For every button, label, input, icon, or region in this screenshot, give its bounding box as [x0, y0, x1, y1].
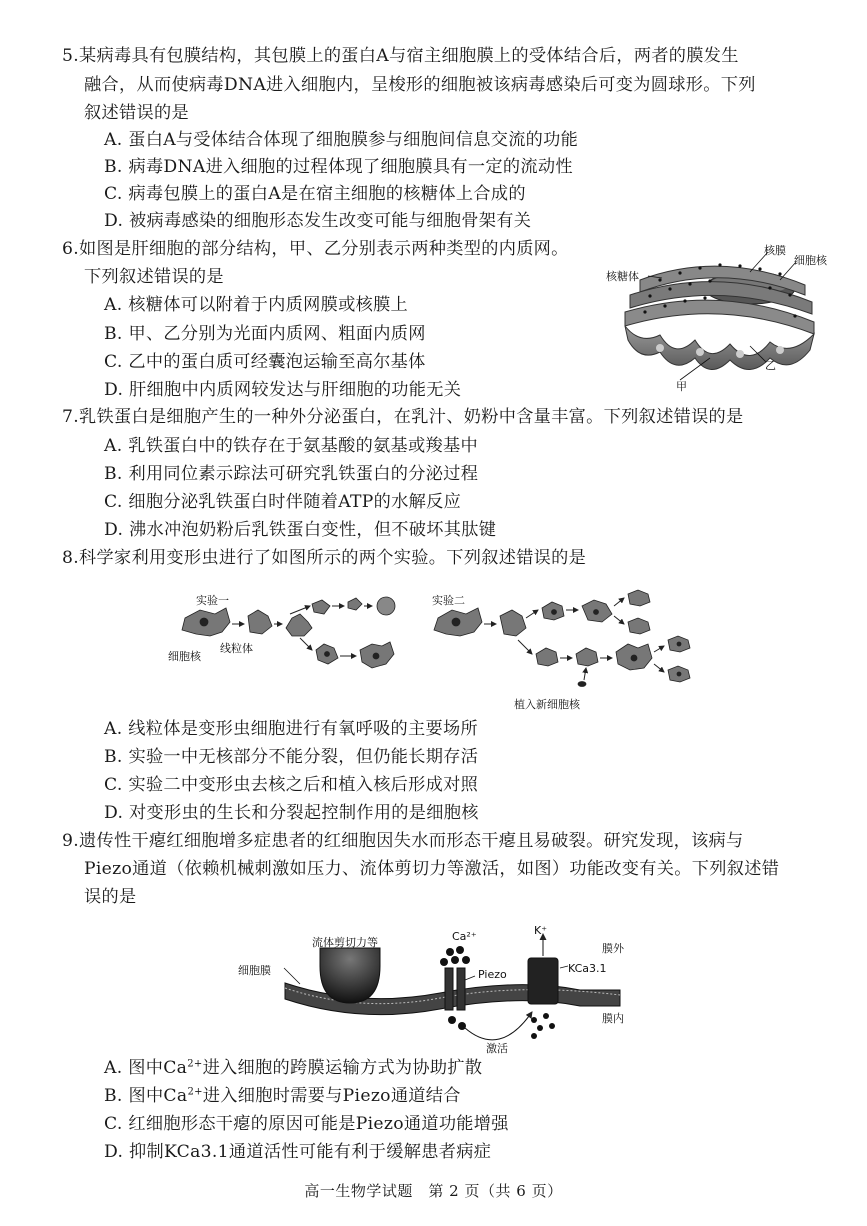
label-inside: 膜内	[602, 1012, 624, 1025]
amoeba-cell	[500, 610, 526, 636]
q9-stem-line-2: Piezo通道（依赖机械刺激如压力、流体剪切力等激活，如图）功能改变有关。下列叙述错	[84, 859, 780, 879]
q7-option-d: D. 沸水冲泡奶粉后乳铁蛋白变性，但不破坏其肽键	[104, 520, 497, 540]
piezo-channel	[445, 968, 453, 1010]
q8-option-a: A. 线粒体是变形虫细胞进行有氧呼吸的主要场所	[104, 719, 478, 739]
q6-option-c: C. 乙中的蛋白质可经囊泡运输至高尔基体	[104, 352, 426, 372]
label-k: K⁺	[534, 924, 548, 937]
amoeba-cell	[536, 648, 558, 666]
q7-option-a: A. 乳铁蛋白中的铁存在于氨基酸的氨基或羧基中	[104, 436, 478, 456]
q9-stem-line-3: 误的是	[84, 887, 137, 907]
label-implant-nucleus: 植入新细胞核	[514, 698, 580, 711]
amoeba-cell	[628, 618, 650, 634]
label-outside: 膜外	[602, 942, 624, 955]
label-nucleus: 细胞核	[794, 254, 827, 267]
kca-channel	[528, 958, 558, 1004]
q8-option-b: B. 实验一中无核部分不能分裂，但仍能长期存活	[104, 747, 479, 767]
q7-option-b: B. 利用同位素示踪法可研究乳铁蛋白的分泌过程	[104, 464, 479, 484]
q9-option-c: C. 红细胞形态干瘪的原因可能是Piezo通道功能增强	[104, 1114, 509, 1134]
label-shear-force: 流体剪切力等	[312, 936, 378, 949]
q5-option-b: B. 病毒DNA进入细胞的过程体现了细胞膜具有一定的流动性	[104, 157, 573, 177]
label-nuclear-membrane: 核膜	[764, 244, 786, 257]
label-ribosome: 核糖体	[606, 270, 639, 283]
q9-option-b: B. 图中$Ca^{2+}$进入细胞时需要与Piezo通道结合	[104, 1086, 461, 1106]
label-exp1: 实验一	[196, 594, 229, 607]
q6-option-d: D. 肝细胞中内质网较发达与肝细胞的功能无关	[104, 380, 462, 400]
activation-arrow	[465, 1012, 532, 1040]
amoeba-cell	[576, 648, 598, 666]
piezo-channel-diagram	[240, 928, 660, 1058]
q9-stem-line-1: 9.遗传性干瘪红细胞增多症患者的红细胞因失水而形态干瘪且易破裂。研究发现，该病与	[62, 831, 744, 851]
amoeba-cell	[286, 614, 312, 636]
label-ca: Ca²⁺	[452, 930, 477, 943]
q5-option-c: C. 病毒包膜上的蛋白A是在宿主细胞的核糖体上合成的	[104, 184, 526, 204]
smooth-er	[625, 326, 814, 370]
amoeba-fragment	[312, 600, 330, 614]
er-diagram	[600, 240, 820, 390]
q6-stem-line-2: 下列叙述错误的是	[84, 267, 224, 287]
label-kca: KCa3.1	[568, 962, 607, 975]
label-exp2: 实验二	[432, 594, 465, 607]
q6-option-b: B. 甲、乙分别为光面内质网、粗面内质网	[104, 324, 426, 344]
dead-fragment	[377, 597, 395, 615]
amoeba-cell	[628, 590, 650, 606]
q9-option-d: D. 抑制KCa3.1通道活性可能有利于缓解患者病症	[104, 1142, 492, 1162]
q7-option-c: C. 细胞分泌乳铁蛋白时伴随着ATP的水解反应	[104, 492, 462, 512]
q7-stem-line-1: 7.乳铁蛋白是细胞产生的一种外分泌蛋白，在乳汁、奶粉中含量丰富。下列叙述错误的是	[62, 407, 744, 427]
q5-stem-line-1: 5.某病毒具有包膜结构，其包膜上的蛋白A与宿主细胞膜上的受体结合后，两者的膜发生	[62, 46, 739, 66]
q5-option-a: A. 蛋白A与受体结合体现了细胞膜参与细胞间信息交流的功能	[104, 130, 579, 150]
page-footer: 高一生物学试题 第 2 页（共 6 页）	[304, 1182, 563, 1200]
q8-option-d: D. 对变形虫的生长和分裂起控制作用的是细胞核	[104, 803, 479, 823]
q9-option-a: A. 图中$Ca^{2+}$进入细胞的跨膜运输方式为协助扩散	[104, 1058, 483, 1078]
implanted-nucleus	[578, 682, 586, 687]
shear-force-bulb	[320, 948, 380, 1003]
amoeba-cell	[248, 610, 272, 634]
label-piezo: Piezo	[478, 968, 507, 981]
amoeba-fragment	[348, 598, 362, 610]
label-cell-nucleus: 细胞核	[168, 650, 201, 663]
label-mitochondria: 线粒体	[220, 642, 253, 655]
amoeba-nucleus	[200, 618, 208, 626]
q6-option-a: A. 核糖体可以附着于内质网膜或核膜上	[104, 295, 409, 315]
label-jia: 甲	[676, 380, 687, 393]
q5-option-d: D. 被病毒感染的细胞形态发生改变可能与细胞骨架有关	[104, 211, 532, 231]
q5-stem-line-3: 叙述错误的是	[84, 103, 189, 123]
q5-stem-line-2: 融合，从而使病毒DNA进入细胞内，呈梭形的细胞被该病毒感染后可变为圆球形。下列	[84, 75, 756, 95]
label-cell-membrane: 细胞膜	[238, 964, 271, 977]
label-yi: 乙	[765, 359, 776, 372]
q8-option-c: C. 实验二中变形虫去核之后和植入核后形成对照	[104, 775, 479, 795]
q6-stem-line-1: 6.如图是肝细胞的部分结构，甲、乙分别表示两种类型的内质网。	[62, 239, 569, 259]
k-ions	[531, 1013, 555, 1039]
label-activate: 激活	[486, 1042, 508, 1055]
q8-stem-line-1: 8.科学家利用变形虫进行了如图所示的两个实验。下列叙述错误的是	[62, 548, 587, 568]
